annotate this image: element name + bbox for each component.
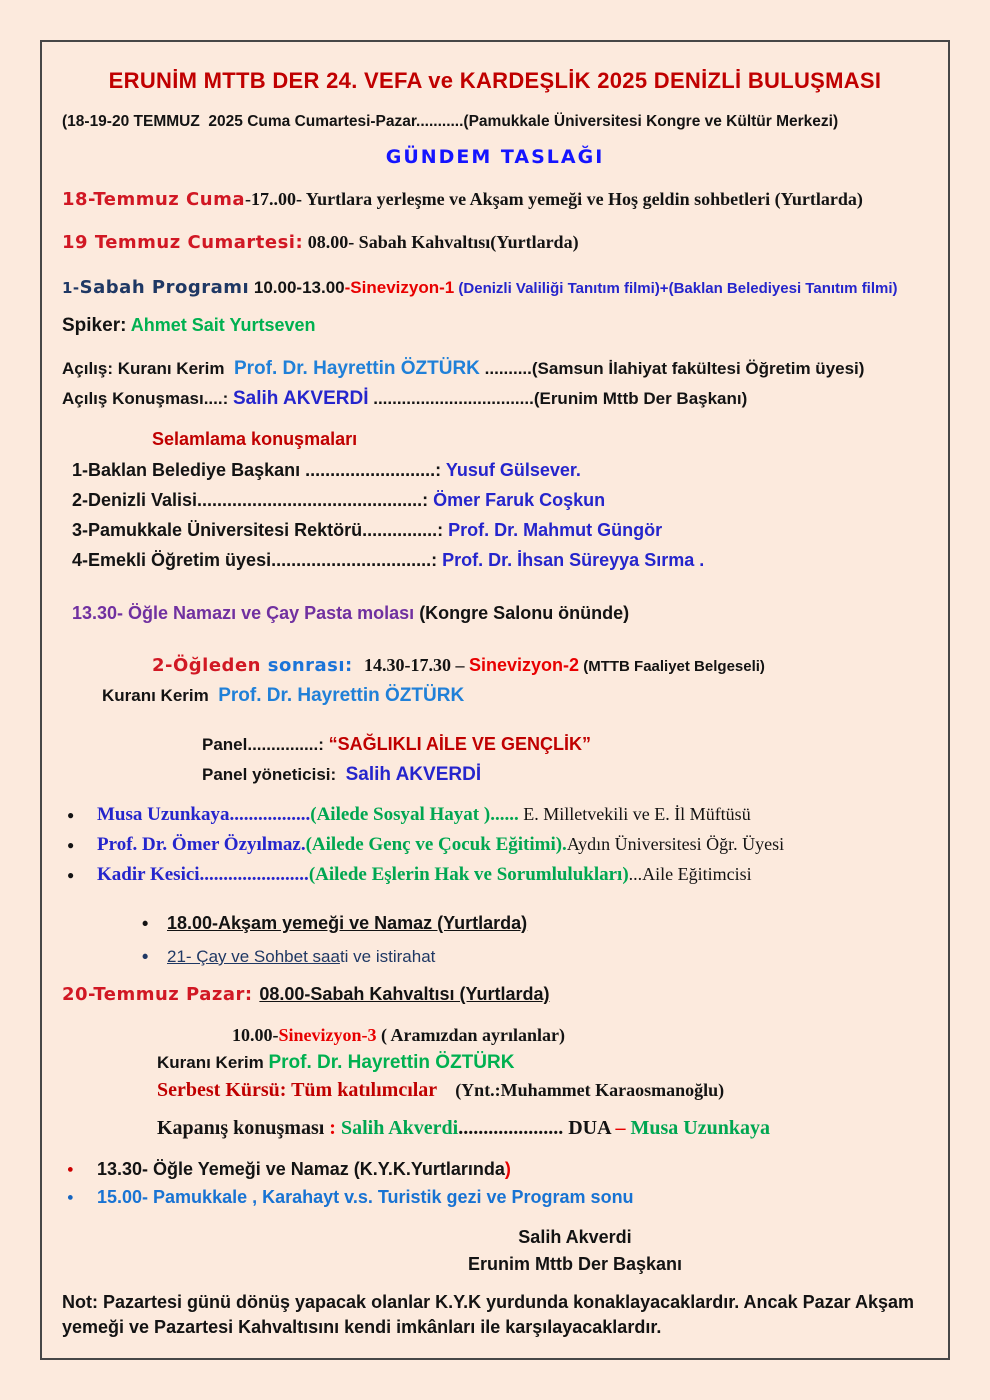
date-location-line: (18-19-20 TEMMUZ 2025 Cuma Cumartesi-Pazar...........(Pamukkale Üniversitesi Kongre ve Kültür Merkezi): [62, 113, 839, 130]
bullet-icon: ●: [67, 837, 75, 852]
text-segment: Selamlama konuşmaları: [152, 429, 358, 449]
tour-line: [62, 1184, 928, 1211]
greeting-item-4: [62, 547, 928, 574]
agenda-lines: [62, 186, 928, 1340]
greeting-item-3: [62, 517, 928, 544]
text-segment: Panel...............:: [202, 735, 329, 754]
text-segment: ( Aramızdan ayrılanlar): [376, 1025, 565, 1045]
text-segment: sonrası:: [267, 655, 360, 676]
text-segment: Prof. Dr. Mahmut Güngör: [448, 520, 663, 540]
panelist-1: [62, 801, 928, 828]
text-segment: Prof. Dr. Hayrettin ÖZTÜRK: [268, 1052, 515, 1073]
text-segment: (MTTB Faaliyet Belgeseli): [579, 658, 765, 675]
text-segment: (Ailede Genç ve Çocuk Eğitimi).: [305, 834, 567, 855]
text-segment: Ahmet Sait Yurtseven: [126, 315, 316, 335]
document-body: [42, 42, 948, 1340]
text-segment: Kapanış konuşması: [157, 1117, 330, 1139]
opening-speech-line: [62, 385, 928, 412]
text-segment: Musa Uzunkaya.................: [97, 804, 311, 825]
panel-title-line: [62, 731, 928, 758]
text-segment: Ömer Faruk Coşkun: [433, 490, 606, 510]
note-paragraph: [62, 1290, 928, 1340]
closing-quran-line: [62, 1049, 928, 1076]
text-segment: Salih Akverdi: [518, 1227, 632, 1247]
dinner-line: [62, 910, 928, 937]
text-segment: 13.30- Öğle Yemeği ve Namaz (K.Y.K.Yurtlarında: [97, 1159, 505, 1179]
bullet-icon: ●: [67, 867, 75, 882]
afternoon-session-line: [62, 652, 928, 680]
panelist-3: [62, 861, 928, 888]
text-segment: 10.00-13.00: [249, 278, 345, 297]
text-segment: 18-Temmuz Cuma: [62, 189, 245, 210]
day2-breakfast-line: [62, 229, 928, 256]
text-segment: 08.00- Sabah Kahvaltısı(Yurtlarda): [303, 232, 579, 252]
text-segment: Sinevizyon-3: [278, 1025, 377, 1045]
text-segment: 1-Baklan Belediye Başkanı ..........................:: [72, 460, 446, 480]
text-segment: (Denizli Valiliği Tanıtım filmi)+(Baklan Belediyesi Tanıtım filmi): [454, 280, 898, 297]
text-segment: Açılış: Kuranı Kerim: [62, 359, 234, 378]
bullet-icon: ●: [67, 1162, 74, 1175]
bullet-icon: ●: [67, 807, 75, 822]
afternoon-quran-line: [62, 682, 928, 709]
text-segment: E. Milletvekili ve E. İl Müftüsü: [518, 804, 751, 824]
page-title: ERUNİM MTTB DER 24. VEFA ve KARDEŞLİK 2025 DENİZLİ BULUŞMASI: [108, 68, 882, 93]
text-segment: 20-Temmuz Pazar:: [62, 984, 260, 1005]
text-segment: 15.00- Pamukkale , Karahayt v.s. Turistik gezi ve Program sonu: [97, 1187, 634, 1207]
signature-title-line: [62, 1251, 928, 1278]
text-segment: Not: Pazartesi günü dönüş yapacak olanlar K.Y.K yurdunda konaklayacaklardır. Ancak Pazar Akşam yemeği ve Pazartesi Kahvaltısını kendi imkânları ile karşılayacaklardır.: [62, 1292, 914, 1337]
text-segment: Prof. Dr. Hayrettin ÖZTÜRK: [218, 685, 465, 706]
open-mic-line: [62, 1077, 928, 1104]
text-segment: Açılış Konuşması....:: [62, 389, 233, 408]
text-segment: (Samsun İlahiyat fakültesi Öğretim üyesi): [531, 359, 865, 378]
speaker-line: [62, 312, 928, 339]
text-segment: Yusuf Gülsever.: [445, 460, 581, 480]
text-segment: –: [615, 1117, 631, 1139]
text-segment: 2-Denizli Valisi.............................................:: [72, 490, 434, 510]
text-segment: Kuranı Kerim: [157, 1053, 269, 1072]
text-segment: 08.00-Sabah Kahvaltısı (Yurtlarda): [259, 984, 550, 1004]
text-segment: 3-Pamukkale Üniversitesi Rektörü...............:: [72, 520, 449, 540]
text-segment: Prof. Dr. İhsan Süreyya Sırma .: [442, 550, 705, 570]
text-segment: (Kongre Salonu önünde): [419, 603, 630, 623]
greeting-item-1: [62, 457, 928, 484]
text-segment: 19 Temmuz Cumartesi:: [62, 232, 304, 253]
text-segment: 2-Öğleden: [152, 655, 268, 676]
day1-line: [62, 186, 928, 213]
text-segment: “SAĞLIKLI AİLE VE GENÇLİK”: [328, 734, 591, 754]
text-segment: 10.00-: [232, 1025, 279, 1045]
lunch-break-line: [62, 600, 928, 627]
text-segment: ...Aile Eğitimcisi: [628, 864, 752, 884]
tea-chat-line: [62, 943, 928, 970]
text-segment: (Erunim Mttb Der Başkanı): [533, 389, 748, 408]
bullet-icon: ●: [67, 1190, 74, 1203]
text-segment: -Sinevizyon-1: [344, 278, 455, 297]
panelist-2: [62, 831, 928, 858]
text-segment: Panel yöneticisi:: [202, 765, 346, 784]
greetings-heading: [62, 426, 928, 453]
text-segment: -17..00-: [244, 189, 302, 209]
text-segment: Yurtlara yerleşme ve Akşam yemeği ve Hoş geldin sohbetleri (Yurtlarda): [301, 189, 863, 209]
document-frame: [40, 40, 950, 1360]
text-segment: Prof. Dr. Hayrettin ÖZTÜRK: [233, 358, 480, 379]
sinevizyon3-line: [62, 1022, 928, 1049]
text-segment: 18.00-Akşam yemeği ve Namaz (Yurtlarda): [167, 913, 528, 933]
text-segment: :: [329, 1117, 341, 1139]
lunch-line: [62, 1156, 928, 1183]
text-segment: Sinevizyon-2: [469, 655, 580, 675]
text-segment: 21- Çay ve Sohbet saa: [167, 947, 340, 966]
text-segment: Prof. Dr. Ömer Özyılmaz.: [97, 834, 306, 855]
text-segment: (Ynt.:Muhammet Karaosmanoğlu): [437, 1080, 725, 1100]
text-segment: Aydın Üniversitesi Öğr. Üyesi: [566, 834, 785, 854]
agenda-heading: GÜNDEM TASLAĞI: [385, 146, 605, 168]
text-segment: (Ailede Eşlerin Hak ve Sorumlulukları): [308, 864, 629, 885]
text-segment: Sabah Programı: [79, 277, 250, 298]
text-segment: 4-Emekli Öğretim üyesi................................:: [72, 550, 443, 570]
text-segment: 1-: [62, 279, 80, 297]
text-segment: Spiker:: [62, 315, 127, 336]
text-segment: Salih AKVERDİ: [345, 764, 482, 785]
text-segment: Kuranı Kerim: [102, 686, 219, 705]
greeting-item-2: [62, 487, 928, 514]
panel-moderator-line: [62, 761, 928, 788]
text-segment: Musa Uzunkaya: [630, 1117, 770, 1139]
text-segment: ): [504, 1159, 511, 1179]
text-segment: (Ailede Sosyal Hayat )......: [310, 804, 519, 825]
text-segment: 13.30- Öğle Namazı ve Çay Pasta molası: [72, 603, 420, 623]
text-segment: Serbest Kürsü: Tüm katılımcılar: [157, 1079, 438, 1101]
closing-speech-line: [62, 1115, 928, 1142]
opening-quran-line: [62, 355, 928, 382]
text-segment: ..................................: [368, 389, 534, 408]
day3-line: [62, 981, 928, 1008]
text-segment: ti ve istirahat: [339, 947, 436, 966]
text-segment: Erunim Mttb Der Başkanı: [467, 1254, 683, 1274]
text-segment: ..........: [479, 359, 532, 378]
bullet-icon: •: [142, 946, 149, 967]
signature-name-line: [62, 1224, 928, 1251]
text-segment: Salih AKVERDİ: [233, 388, 369, 409]
text-segment: Salih Akverdi: [340, 1117, 459, 1139]
bullet-icon: •: [142, 913, 149, 934]
text-segment: ..................... DUA: [458, 1117, 616, 1139]
morning-program-line: [62, 274, 928, 302]
text-segment: Kadir Kesici.......................: [97, 864, 309, 885]
text-segment: 14.30-17.30 –: [359, 655, 470, 675]
